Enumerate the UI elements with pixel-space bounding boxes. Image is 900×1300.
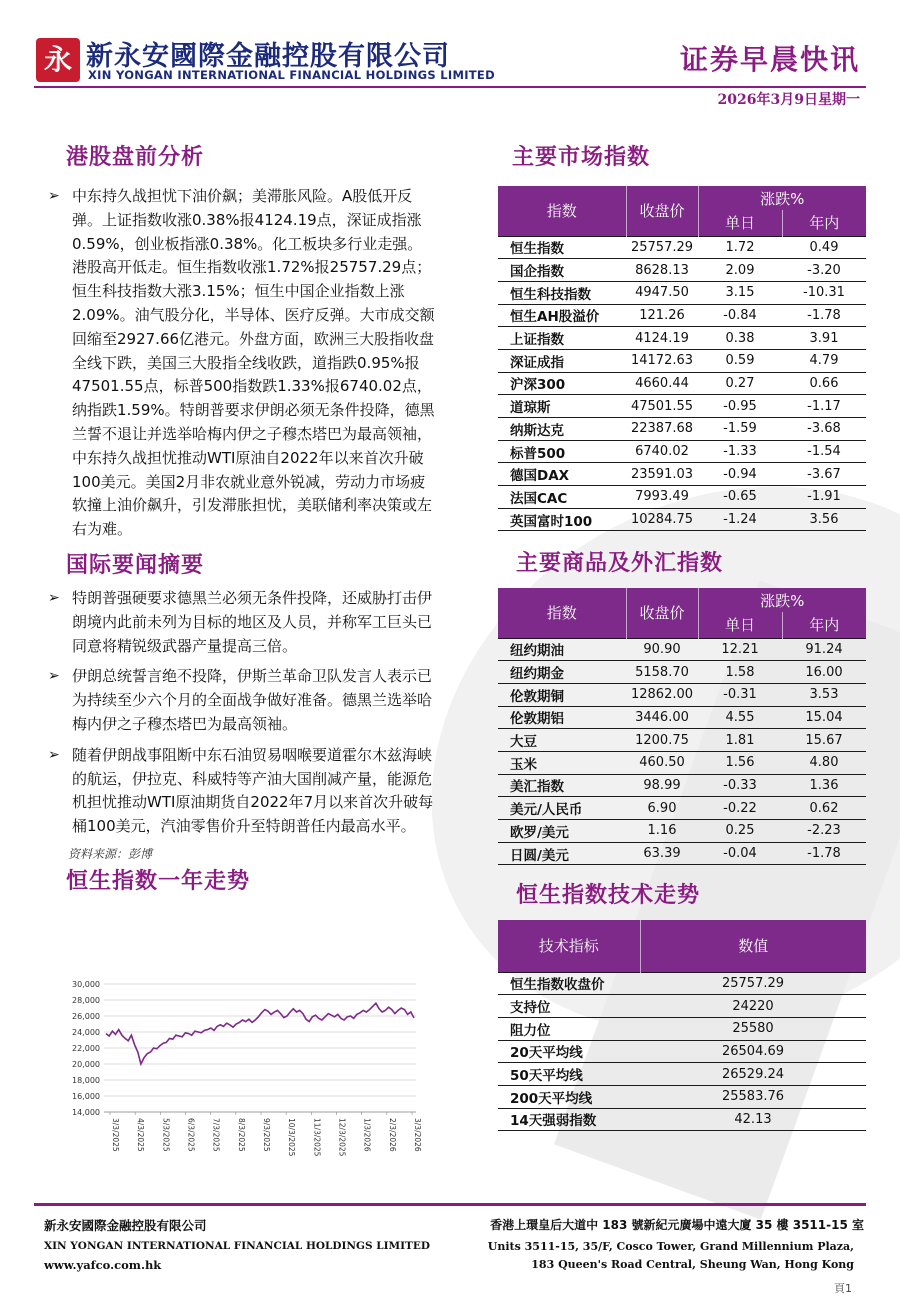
intl-news-title: 国际要闻摘要 [66, 552, 205, 578]
x-tick-label: 8/3/2025 [236, 1118, 246, 1152]
table-row [498, 304, 866, 327]
cell-close: 460.50 [626, 751, 698, 774]
news-item-text: 随着伊朗战事阻断中东石油贸易咽喉要道霍尔木兹海峡的航运，伊拉克、科威特等产油大国削减产量，能源危机担忧推动WTI原油期货自2022年7月以来首次升破每桶100美元，汽油零售价升至特朗普任内最高水平。 [72, 745, 434, 836]
cell-close: 4124.19 [626, 327, 698, 350]
cell-ytd: 3.91 [782, 327, 866, 350]
cell-name: 恒生科技指数 [498, 281, 626, 304]
bullet-arrow-icon: ➢ [48, 188, 60, 204]
cell-name: 200天平均线 [498, 1085, 640, 1108]
table-row [498, 508, 866, 531]
table-row [498, 418, 866, 441]
cell-name: 20天平均线 [498, 1040, 640, 1063]
cell-close: 90.90 [626, 638, 698, 661]
company-name-cn: 新永安國際金融控股有限公司 [86, 41, 450, 72]
cell-value: 25583.76 [640, 1085, 866, 1108]
cell-ytd: 0.49 [782, 236, 866, 259]
cell-day: -1.59 [698, 418, 782, 441]
cell-close: 8628.13 [626, 259, 698, 282]
col-header-index: 指数 [498, 186, 626, 236]
news-item [48, 665, 436, 736]
hk-analysis-paragraph [48, 185, 436, 542]
col-header-day: 单日 [698, 210, 782, 236]
cell-day: 2.09 [698, 259, 782, 282]
bullet-arrow-icon: ➢ [48, 746, 60, 763]
footer-company-cn: 新永安國際金融控股有限公司 [44, 1218, 207, 1233]
cell-close: 6740.02 [626, 440, 698, 463]
cell-name: 恒生AH股溢价 [498, 304, 626, 327]
cell-ytd: -1.54 [782, 440, 866, 463]
table-row [498, 706, 866, 729]
table-row [498, 1017, 866, 1040]
market-indices-table [498, 186, 866, 531]
cell-name: 恒生指数 [498, 236, 626, 259]
cell-ytd: -3.67 [782, 463, 866, 486]
cell-name: 英国富时100 [498, 508, 626, 531]
cell-name: 50天平均线 [498, 1063, 640, 1086]
cell-day: -0.65 [698, 486, 782, 509]
table-row [498, 1085, 866, 1108]
cell-close: 7993.49 [626, 486, 698, 509]
cell-close: 14172.63 [626, 349, 698, 372]
cell-day: -1.24 [698, 508, 782, 531]
cell-value: 26529.24 [640, 1063, 866, 1086]
x-tick-label: 3/3/2025 [111, 1118, 120, 1152]
table-row [498, 842, 866, 865]
table-row [498, 774, 866, 797]
bullet-arrow-icon: ➢ [48, 668, 60, 685]
cell-name: 标普500 [498, 440, 626, 463]
footer-website-link[interactable]: www.yafco.com.hk [44, 1258, 162, 1272]
col-header-close: 收盘价 [626, 588, 698, 638]
cell-name: 纳斯达克 [498, 418, 626, 441]
cell-close: 1200.75 [626, 729, 698, 752]
cell-close: 98.99 [626, 774, 698, 797]
table-row [498, 729, 866, 752]
cell-name: 玉米 [498, 751, 626, 774]
y-tick-label: 24,000 [72, 1028, 100, 1037]
table-row [498, 1108, 866, 1131]
cell-ytd: 4.79 [782, 349, 866, 372]
left-column [48, 140, 436, 895]
cell-name: 沪深300 [498, 372, 626, 395]
cell-name: 伦敦期铝 [498, 706, 626, 729]
cell-day: -0.04 [698, 842, 782, 865]
cell-name: 支持位 [498, 995, 640, 1018]
cell-name: 德国DAX [498, 463, 626, 486]
cell-ytd: 16.00 [782, 661, 866, 684]
cell-day: -0.31 [698, 683, 782, 706]
cell-day: -0.33 [698, 774, 782, 797]
cell-ytd: 91.24 [782, 638, 866, 661]
table-row [498, 259, 866, 282]
cell-ytd: 3.53 [782, 683, 866, 706]
cell-ytd: 0.62 [782, 797, 866, 820]
hk-analysis-text: 中东持久战担忧下油价飙；美滞胀风险。A股低开反弹。上证指数收涨0.38%报4124.19点，深证成指涨0.59%，创业板指涨0.38%。化工板块多行业走强。港股高开低走。恒生指数收涨1.72%报25757.29点；恒生科技指数大涨3.15%；恒生中国企业指数上涨2.09%。油气股分化，半导体、医疗反弹。大市成交额回缩至2927.66亿港元。外盘方面，欧洲三大股指收盘全线下跌，美国三大股指全线收跌，道指跌0.95%报47501.55点，标普500指数跌1.33%报6740.02点，纳指跌1.59%。特朗普要求伊朗必须无条件投降，德黑兰誓不退让并选举哈梅内伊之子穆杰塔巴为最高领袖，中东持久战担忧推动WTI原油自2022年以来首次升破100美元。美国2月非农就业意外锐减，劳动力市场疲软撞上油价飙升，引发滞胀担忧，美联储利率决策或左右为难。 [72, 187, 435, 539]
cell-close: 3446.00 [626, 706, 698, 729]
header-divider [34, 86, 866, 88]
cell-value: 25580 [640, 1017, 866, 1040]
technical-table [498, 920, 866, 1131]
table-row [498, 463, 866, 486]
col-header-index: 指数 [498, 588, 626, 638]
cell-value: 26504.69 [640, 1040, 866, 1063]
x-tick-label: 11/3/2025 [312, 1118, 322, 1157]
cell-ytd: -1.78 [782, 304, 866, 327]
col-header-close: 收盘价 [626, 186, 698, 236]
col-header-ytd: 年内 [782, 612, 866, 638]
cell-day: -0.94 [698, 463, 782, 486]
cell-day: 0.27 [698, 372, 782, 395]
table-row [498, 683, 866, 706]
company-name-en: XIN YONGAN INTERNATIONAL FINANCIAL HOLDINGS LIMITED [88, 68, 495, 82]
news-item-text: 特朗普强硬要求德黑兰必须无条件投降，还威胁打击伊朗境内此前未列为目标的地区及人员，并称军工巨头已同意将精锐级武器产量提高三倍。 [72, 588, 433, 655]
cell-name: 深证成指 [498, 349, 626, 372]
col-header-indicator: 技术指标 [498, 920, 640, 972]
footer-address-en-2: 183 Queen's Road Central, Sheung Wan, Hong Kong [531, 1258, 854, 1271]
cell-ytd: -3.20 [782, 259, 866, 282]
cell-close: 4947.50 [626, 281, 698, 304]
x-tick-label: 2/3/2026 [387, 1118, 397, 1152]
cell-day: 0.59 [698, 349, 782, 372]
cell-name: 道琼斯 [498, 395, 626, 418]
cell-name: 法国CAC [498, 486, 626, 509]
x-tick-label: 10/3/2025 [287, 1118, 297, 1157]
cell-ytd: -1.17 [782, 395, 866, 418]
x-tick-label: 5/3/2025 [161, 1118, 171, 1152]
cell-ytd: 1.36 [782, 774, 866, 797]
page-header [0, 0, 900, 110]
cell-close: 23591.03 [626, 463, 698, 486]
y-tick-label: 28,000 [72, 996, 100, 1005]
cell-day: 4.55 [698, 706, 782, 729]
chart-title: 恒生指数一年走势 [66, 868, 251, 894]
y-tick-label: 18,000 [72, 1076, 100, 1085]
cell-ytd: -3.68 [782, 418, 866, 441]
company-logo-icon: 永 [36, 38, 80, 82]
cell-close: 1.16 [626, 820, 698, 843]
cell-name: 阻力位 [498, 1017, 640, 1040]
bullet-arrow-icon: ➢ [48, 589, 60, 606]
table-row [498, 797, 866, 820]
footer-company-en: XIN YONGAN INTERNATIONAL FINANCIAL HOLDINGS LIMITED [44, 1240, 430, 1252]
cell-name: 恒生指数收盘价 [498, 972, 640, 995]
cell-day: 0.38 [698, 327, 782, 350]
cell-ytd: -2.23 [782, 820, 866, 843]
cell-close: 4660.44 [626, 372, 698, 395]
table-row [498, 236, 866, 259]
col-header-day: 单日 [698, 612, 782, 638]
cell-name: 上证指数 [498, 327, 626, 350]
x-tick-label: 9/3/2025 [262, 1118, 271, 1152]
cell-day: 0.25 [698, 820, 782, 843]
table-row [498, 440, 866, 463]
y-tick-label: 16,000 [72, 1092, 100, 1101]
y-tick-label: 26,000 [72, 1012, 100, 1021]
cell-day: 3.15 [698, 281, 782, 304]
news-item-text: 伊朗总统誓言绝不投降，伊斯兰革命卫队发言人表示已为持续至少六个月的全面战争做好准备。德黑兰选举哈梅内伊之子穆杰塔巴为最高领袖。 [72, 667, 433, 733]
table-row [498, 372, 866, 395]
x-tick-label: 12/3/2025 [337, 1118, 347, 1157]
cell-day: 1.81 [698, 729, 782, 752]
cell-close: 10284.75 [626, 508, 698, 531]
hk-analysis-title: 港股盘前分析 [66, 145, 205, 170]
x-tick-label: 7/3/2025 [211, 1118, 221, 1152]
cell-name: 纽约期金 [498, 661, 626, 684]
commodities-table [498, 588, 866, 865]
cell-value: 25757.29 [640, 972, 866, 995]
table-row [498, 995, 866, 1018]
report-title: 证券早晨快讯 [679, 43, 860, 76]
y-tick-label: 20,000 [72, 1060, 100, 1069]
cell-day: -0.84 [698, 304, 782, 327]
cell-value: 24220 [640, 995, 866, 1018]
col-header-change: 涨跌% [698, 588, 866, 612]
hsi-one-year-chart [60, 976, 430, 1181]
cell-name: 纽约期油 [498, 638, 626, 661]
cell-day: 1.56 [698, 751, 782, 774]
table-row [498, 395, 866, 418]
cell-close: 121.26 [626, 304, 698, 327]
cell-ytd: 15.04 [782, 706, 866, 729]
x-tick-label: 6/3/2025 [186, 1118, 196, 1152]
cell-close: 22387.68 [626, 418, 698, 441]
cell-ytd: -1.91 [782, 486, 866, 509]
y-tick-label: 30,000 [72, 980, 100, 989]
cell-ytd: 15.67 [782, 729, 866, 752]
cell-value: 42.13 [640, 1108, 866, 1131]
cell-ytd: 3.56 [782, 508, 866, 531]
footer-address-en-1: Units 3511-15, 35/F, Cosco Tower, Grand Millennium Plaza, [487, 1240, 854, 1253]
x-tick-label: 3/3/2026 [413, 1118, 422, 1152]
market-indices-title: 主要市场指数 [512, 145, 651, 170]
table-row [498, 1063, 866, 1086]
table-row [498, 661, 866, 684]
cell-day: -0.95 [698, 395, 782, 418]
cell-day: -0.22 [698, 797, 782, 820]
cell-ytd: 4.80 [782, 751, 866, 774]
news-source: 资料来源：彭博 [68, 846, 153, 861]
cell-close: 63.39 [626, 842, 698, 865]
hsi-chart-svg [60, 976, 430, 1181]
cell-ytd: 0.66 [782, 372, 866, 395]
cell-day: -1.33 [698, 440, 782, 463]
cell-close: 12862.00 [626, 683, 698, 706]
table-row [498, 972, 866, 995]
footer-address-cn: 香港上環皇后大道中 183 號新紀元廣場中遠大廈 35 樓 3511-15 室 [490, 1218, 864, 1232]
cell-name: 14天强弱指数 [498, 1108, 640, 1131]
table-row [498, 349, 866, 372]
cell-ytd: -1.78 [782, 842, 866, 865]
table-row [498, 751, 866, 774]
x-tick-label: 4/3/2025 [136, 1118, 146, 1152]
table-row [498, 638, 866, 661]
report-date: 2026年3月9日星期一 [717, 92, 860, 108]
table-row [498, 486, 866, 509]
cell-day: 12.21 [698, 638, 782, 661]
col-header-value: 数值 [640, 920, 866, 972]
cell-close: 5158.70 [626, 661, 698, 684]
technical-title: 恒生指数技术走势 [516, 883, 701, 908]
cell-day: 1.72 [698, 236, 782, 259]
table-row [498, 281, 866, 304]
cell-close: 6.90 [626, 797, 698, 820]
cell-name: 日圆/美元 [498, 842, 626, 865]
table-row [498, 1040, 866, 1063]
x-tick-label: 1/3/2026 [362, 1118, 372, 1152]
cell-name: 美汇指数 [498, 774, 626, 797]
cell-close: 47501.55 [626, 395, 698, 418]
cell-name: 欧罗/美元 [498, 820, 626, 843]
cell-name: 大豆 [498, 729, 626, 752]
col-header-change: 涨跌% [698, 186, 866, 210]
table-row [498, 327, 866, 350]
footer-divider [34, 1203, 866, 1206]
news-item [48, 587, 436, 658]
news-item [48, 744, 436, 839]
page-number: 頁1 [834, 1282, 852, 1295]
series-line [106, 1003, 414, 1064]
cell-day: 1.58 [698, 661, 782, 684]
cell-ytd: -10.31 [782, 281, 866, 304]
cell-close: 25757.29 [626, 236, 698, 259]
cell-name: 国企指数 [498, 259, 626, 282]
cell-name: 美元/人民币 [498, 797, 626, 820]
col-header-ytd: 年内 [782, 210, 866, 236]
y-tick-label: 14,000 [72, 1108, 100, 1117]
cell-name: 伦敦期铜 [498, 683, 626, 706]
table-row [498, 820, 866, 843]
commodities-title: 主要商品及外汇指数 [516, 551, 724, 576]
y-tick-label: 22,000 [72, 1044, 100, 1053]
